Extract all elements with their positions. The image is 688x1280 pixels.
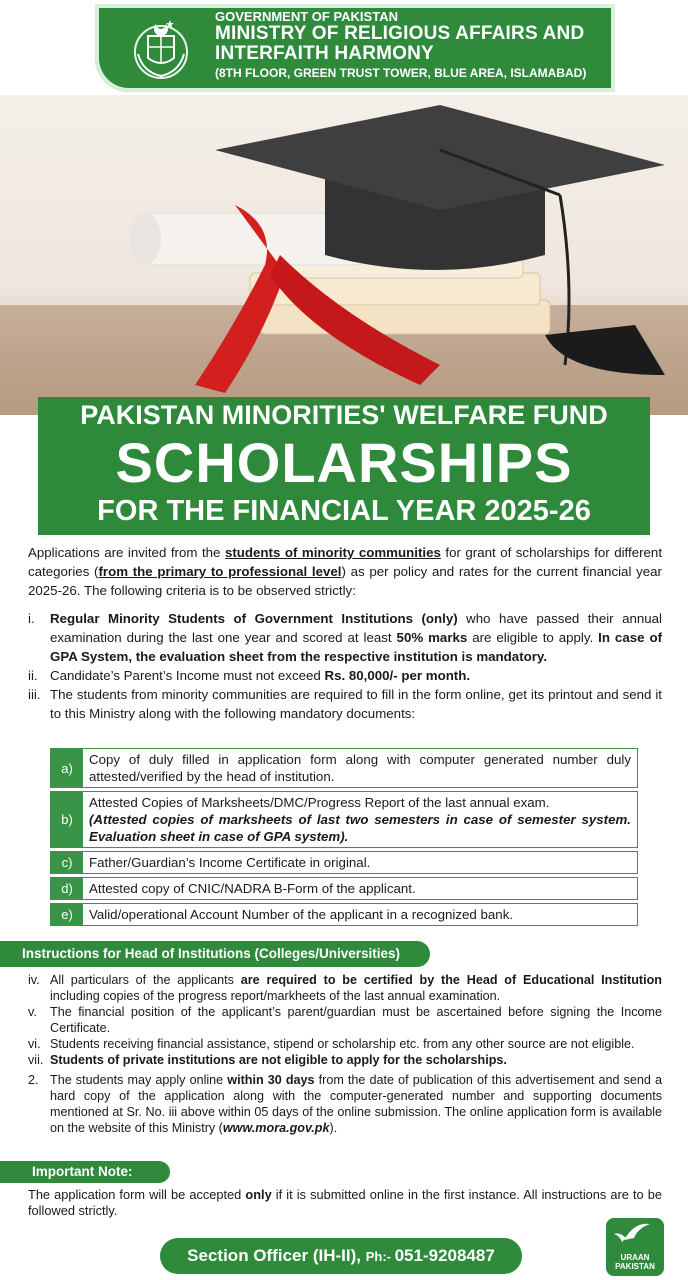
document-text-main: Attested Copies of Marksheets/DMC/Progress Report of the last annual exam. bbox=[89, 795, 550, 810]
criteria-text: Candidate’s Parent’s Income must not exceed bbox=[50, 668, 325, 683]
phone-number[interactable]: 051-9208487 bbox=[394, 1246, 495, 1265]
instruction-text: All particulars of the applicants bbox=[50, 973, 241, 987]
important-note-text bbox=[28, 1187, 662, 1219]
instruction-number: iv. bbox=[28, 973, 40, 987]
instruction-number: v. bbox=[28, 1005, 37, 1019]
ministry-website-link[interactable]: www.mora.gov.pk bbox=[222, 1121, 330, 1135]
instruction-point-2 bbox=[28, 1072, 662, 1136]
financial-year-heading: FOR THE FINANCIAL YEAR 2025-26 bbox=[97, 495, 591, 527]
criteria-bold: Regular Minority Students of Government Institutions (only) bbox=[50, 611, 458, 626]
criteria-number: ii. bbox=[28, 668, 38, 683]
ministry-name-line1: MINISTRY OF RELIGIOUS AFFAIRS AND bbox=[215, 22, 585, 44]
intro-highlight-level: from the primary to professional level bbox=[98, 564, 342, 579]
intro-paragraph bbox=[28, 543, 662, 600]
document-letter: b) bbox=[51, 792, 83, 847]
state-emblem-icon bbox=[130, 14, 192, 82]
document-text: Attested copy of CNIC/NADRA B-Form of the applicant. bbox=[89, 881, 416, 896]
criteria-bold: 50% marks bbox=[396, 630, 468, 645]
document-letter: e) bbox=[51, 904, 83, 925]
criteria-number: iii. bbox=[28, 687, 41, 702]
intro-text-3: ) as per policy and rates for the current financial year 2025-26. The following criteria is to be observed strictly: bbox=[28, 564, 662, 598]
uraan-pakistan-logo bbox=[606, 1218, 664, 1276]
instruction-text: The students may apply online bbox=[50, 1073, 228, 1087]
criteria-item-iii bbox=[28, 685, 662, 723]
instructions-list bbox=[28, 972, 662, 1136]
instruction-text: including copies of the progress report/markheets of the last annual examination. bbox=[50, 989, 501, 1003]
instruction-number: vii. bbox=[28, 1053, 44, 1067]
government-label: GOVERNMENT OF PAKISTAN bbox=[215, 9, 398, 24]
contact-footer bbox=[160, 1238, 522, 1274]
document-text-note: (Attested copies of marksheets of last two semesters in case of semester system. Evaluation sheet in case of GPA system). bbox=[89, 812, 631, 844]
criteria-item-ii bbox=[28, 666, 662, 685]
ministry-address: (8TH FLOOR, GREEN TRUST TOWER, BLUE AREA, ISLAMABAD) bbox=[215, 65, 587, 80]
instruction-text: ). bbox=[329, 1121, 338, 1135]
criteria-item-i bbox=[28, 609, 662, 666]
graduation-photo bbox=[0, 95, 688, 415]
instruction-item-vii bbox=[28, 1052, 662, 1068]
logo-line2: PAKISTAN bbox=[615, 1262, 655, 1271]
instruction-text: from the date of publication of this advertisement and send a hard copy of the application along with the computer-generated number and supporting documents mentioned at Sr. No. iii above within 05 days of the online submission. The online application form is available on the website of this Ministry ( bbox=[50, 1073, 663, 1135]
intro-text-2: for grant of scholarships for different categories ( bbox=[28, 545, 663, 579]
instructions-heading: Instructions for Head of Institutions (Colleges/Universities) bbox=[0, 941, 430, 967]
document-row-c bbox=[50, 851, 638, 874]
instruction-item-iv bbox=[28, 972, 662, 1004]
note-text: if it is submitted online in the first instance. All instructions are to be followed strictly. bbox=[28, 1187, 663, 1218]
ministry-header bbox=[215, 10, 586, 79]
document-row-a bbox=[50, 748, 638, 788]
instruction-item-v bbox=[28, 1004, 662, 1036]
criteria-text: who have passed their annual examination during the last one year and scored at least bbox=[50, 611, 663, 645]
document-text bbox=[83, 792, 637, 847]
scholarships-heading: SCHOLARSHIPS bbox=[115, 431, 573, 494]
uraan-bird-icon bbox=[606, 1218, 664, 1248]
criteria-bold: In case of GPA System, the evaluation sheet from the respective institution is mandatory. bbox=[50, 630, 662, 664]
document-text: Father/Guardian’s Income Certificate in original. bbox=[89, 855, 371, 870]
document-row-b bbox=[50, 791, 638, 848]
instruction-number: 2. bbox=[28, 1073, 39, 1087]
fund-title: PAKISTAN MINORITIES' WELFARE FUND bbox=[80, 400, 608, 430]
document-row-d bbox=[50, 877, 638, 900]
criteria-text: The students from minority communities are required to fill in the form online, get its printout and send it to this Ministry along with the following mandatory documents: bbox=[50, 687, 662, 721]
instruction-item-vi bbox=[28, 1036, 662, 1052]
section-officer-label: Section Officer (IH-II), bbox=[187, 1246, 366, 1265]
criteria-list bbox=[28, 609, 662, 723]
instruction-bold: within 30 days bbox=[227, 1073, 315, 1087]
document-text: Copy of duly filled in application form along with computer generated number duly attested/verified by the head of institution. bbox=[89, 752, 631, 784]
important-note-heading: Important Note: bbox=[0, 1161, 170, 1183]
criteria-bold: Rs. 80,000/- per month. bbox=[324, 668, 471, 683]
criteria-text: are eligible to apply. bbox=[467, 630, 599, 645]
document-letter: d) bbox=[51, 878, 83, 899]
intro-highlight-minority: students of minority communities bbox=[224, 545, 441, 560]
logo-line1: URAAN bbox=[620, 1253, 650, 1262]
instruction-bold: Students of private institutions are not eligible to apply for the scholarships. bbox=[50, 1053, 507, 1067]
instruction-number: vi. bbox=[28, 1037, 41, 1051]
document-row-e bbox=[50, 903, 638, 926]
documents-table bbox=[50, 748, 638, 929]
instruction-text: The financial position of the applicant’s parent/guardian must be ascertained before signing the Income Certificate. bbox=[50, 1005, 662, 1035]
document-text: Valid/operational Account Number of the applicant in a recognized bank. bbox=[89, 907, 514, 922]
intro-text: Applications are invited from the bbox=[28, 545, 225, 560]
instruction-bold: are required to be certified by the Head of Educational Institution bbox=[240, 973, 662, 987]
note-text: The application form will be accepted bbox=[28, 1187, 246, 1202]
instruction-text: Students receiving financial assistance, stipend or scholarship etc. from any other source are not eligible. bbox=[50, 1037, 635, 1051]
note-bold: only bbox=[245, 1187, 272, 1202]
phone-label: Ph:- bbox=[365, 1249, 395, 1264]
criteria-number: i. bbox=[28, 611, 35, 626]
ministry-name-line2: INTERFAITH HARMONY bbox=[215, 42, 434, 64]
document-letter: c) bbox=[51, 852, 83, 873]
document-letter: a) bbox=[51, 749, 83, 787]
